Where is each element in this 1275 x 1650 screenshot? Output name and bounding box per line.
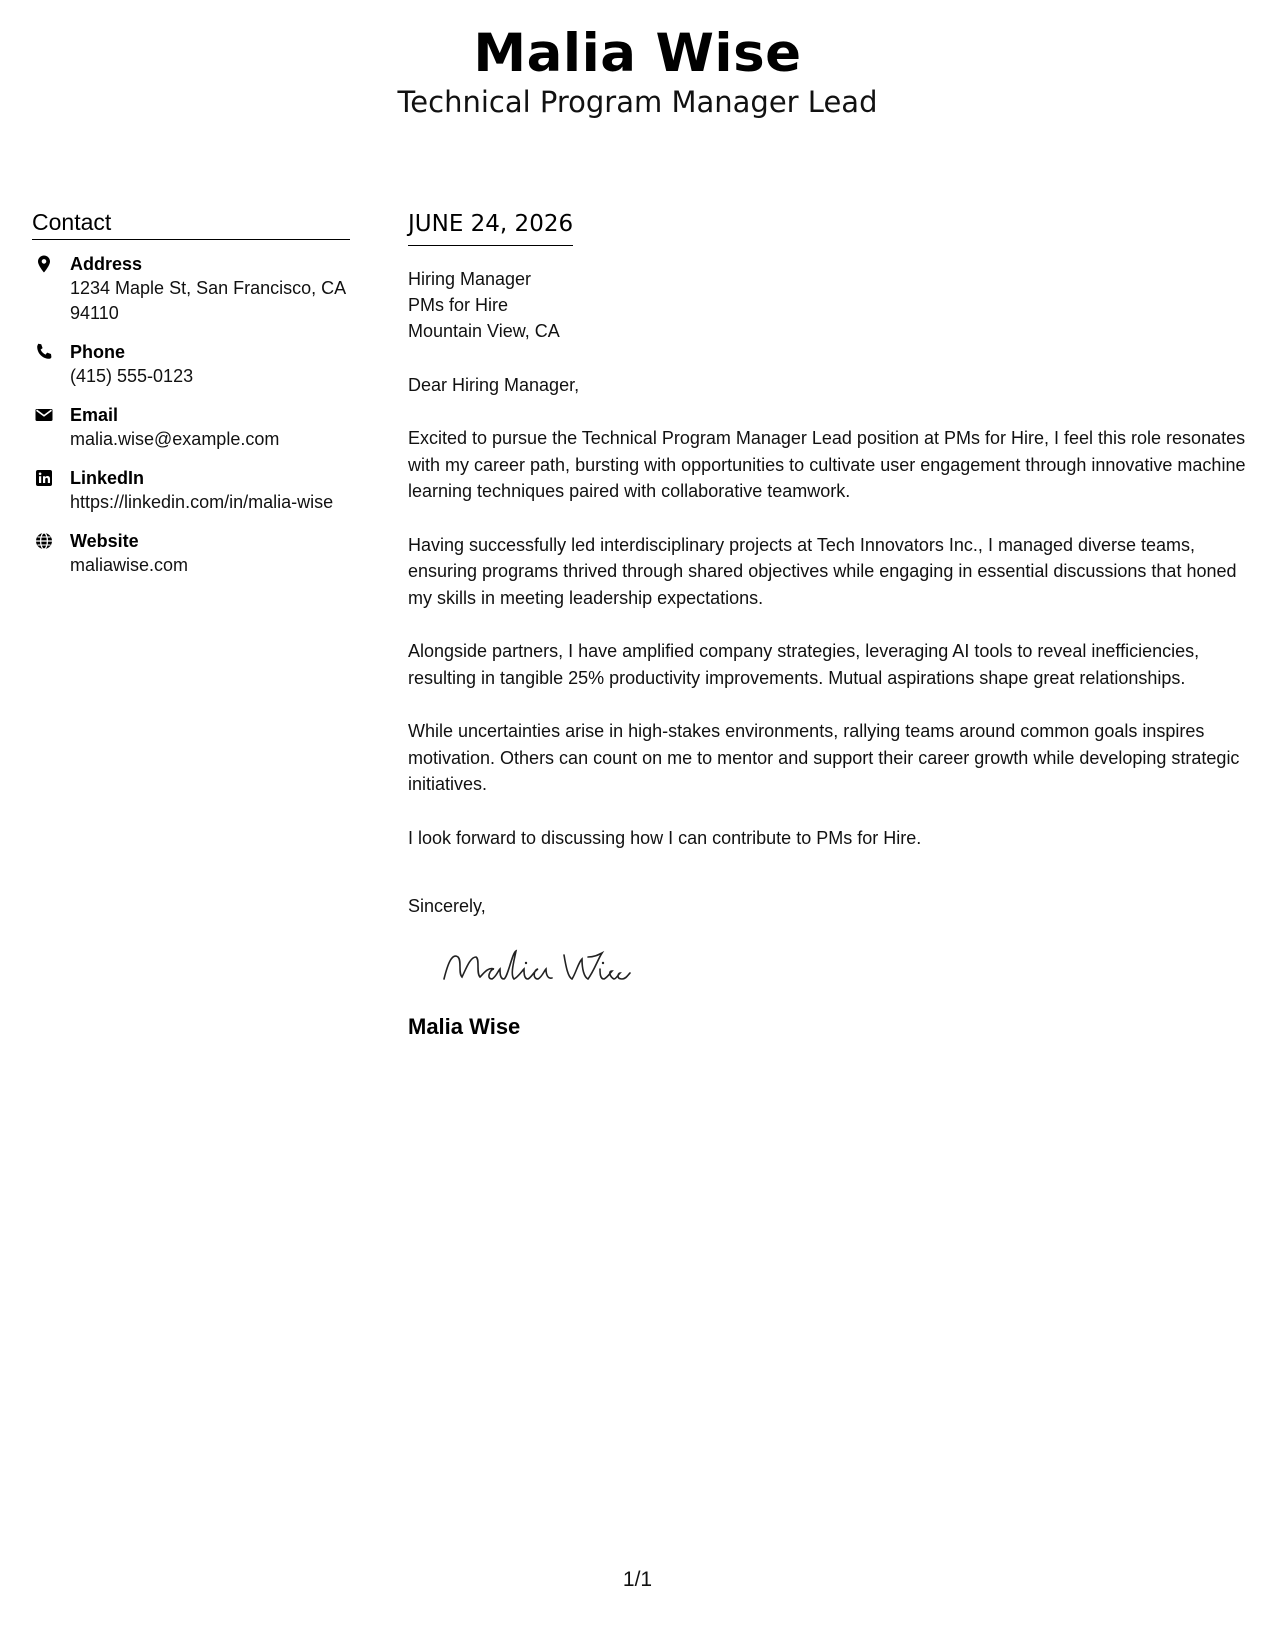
- contact-sidebar: [32, 208, 350, 592]
- closing: Sincerely,: [408, 896, 486, 916]
- letter-paragraph: While uncertainties arise in high-stakes environments, rallying teams around common goals inspires motivation. Others can count on me to mentor and support their career growth while developing strategic initiatives.: [408, 721, 1240, 794]
- applicant-title: Technical Program Manager Lead: [397, 85, 878, 119]
- contact-item-address: [32, 252, 350, 326]
- contact-item-email: [32, 403, 350, 452]
- linkedin-icon: [34, 468, 54, 488]
- phone-icon: [34, 342, 54, 362]
- website-value[interactable]: maliawise.com: [70, 555, 189, 575]
- letter-paragraph: Having successfully led interdisciplinary projects at Tech Innovators Inc., I managed diverse teams, ensuring programs thrived through shared objectives while engaging in essential discussions that honed my skills in meeting leadership expectations.: [408, 534, 1237, 608]
- contact-heading: Contact: [32, 208, 350, 240]
- contact-item-phone: [32, 340, 350, 389]
- map-pin-icon: [34, 254, 54, 274]
- recipient-line: Mountain View, CA: [408, 321, 560, 341]
- recipient-line: Hiring Manager: [408, 269, 532, 289]
- linkedin-value[interactable]: https://linkedin.com/in/malia-wise: [70, 492, 334, 512]
- letter-header: [0, 22, 1275, 120]
- globe-icon: [34, 531, 54, 551]
- signer-name: Malia Wise: [408, 1014, 521, 1039]
- page-number: 1/1: [622, 1568, 653, 1591]
- website-label: Website: [70, 531, 139, 551]
- letter-paragraph: Excited to pursue the Technical Program Manager Lead position at PMs for Hire, I feel this role resonates with my career path, bursting with opportunities to cultivate user engagement through innovative machine learning techniques paired with collaborative teamwork.: [408, 428, 1246, 501]
- letter-paragraph: I look forward to discussing how I can contribute to PMs for Hire.: [408, 827, 922, 848]
- letter-paragraph: Alongside partners, I have amplified company strategies, leveraging AI tools to reveal inefficiencies, resulting in tangible 25% productivity improvements. Mutual aspirations shape great relationships.: [408, 641, 1200, 688]
- linkedin-label: LinkedIn: [70, 468, 145, 488]
- recipient-block: [408, 266, 1248, 344]
- contact-list: [32, 252, 350, 578]
- phone-label: Phone: [70, 342, 126, 362]
- salutation: Dear Hiring Manager,: [408, 375, 580, 395]
- phone-value: (415) 555-0123: [70, 366, 194, 386]
- recipient-line: PMs for Hire: [408, 295, 509, 315]
- address-label: Address: [70, 254, 143, 274]
- handwritten-signature: [438, 943, 1248, 993]
- email-label: Email: [70, 405, 119, 425]
- letter-body: [408, 208, 1248, 1041]
- contact-item-linkedin: [32, 466, 350, 515]
- letter-date: JUNE 24, 2026: [408, 208, 573, 246]
- envelope-icon: [34, 405, 54, 425]
- applicant-name: Malia Wise: [473, 23, 802, 84]
- address-value: 1234 Maple St, San Francisco, CA 94110: [70, 278, 346, 323]
- email-value[interactable]: malia.wise@example.com: [70, 429, 280, 449]
- contact-item-website: [32, 529, 350, 578]
